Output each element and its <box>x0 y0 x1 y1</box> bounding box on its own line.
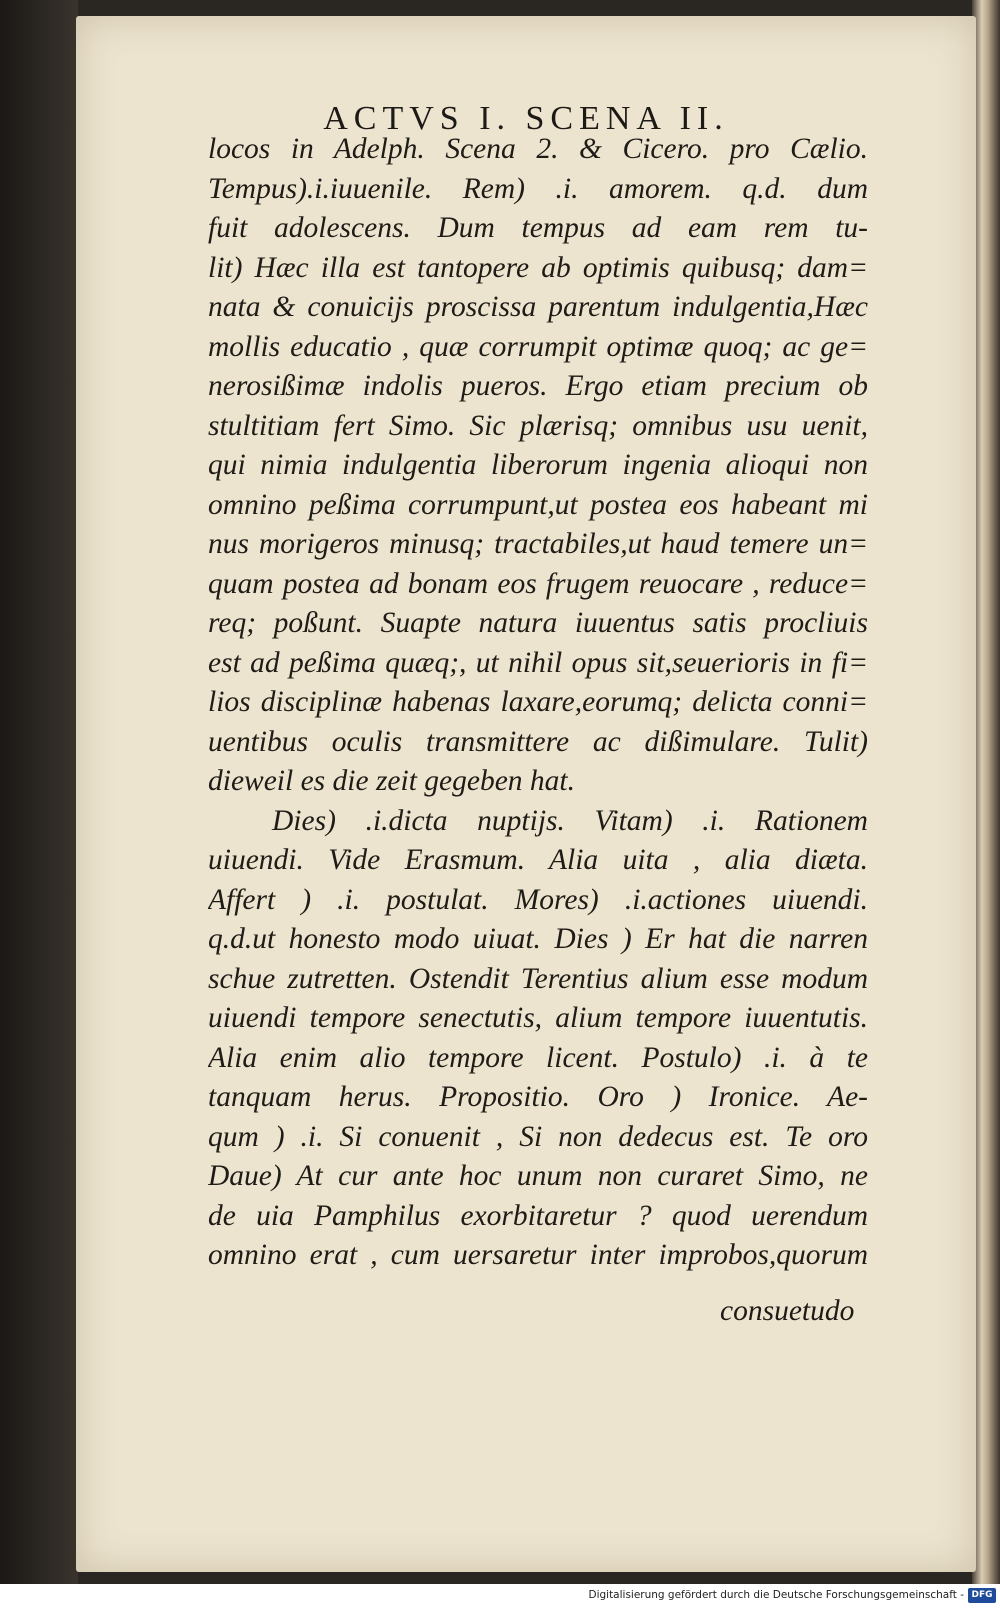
text-line: uiuendi. Vide Erasmum. Alia uita , alia diæta. <box>208 844 868 876</box>
book-gutter-shadow <box>0 0 78 1584</box>
text-line: dieweil es die zeit gegeben hat. <box>208 765 576 797</box>
text-line: q.d.ut honesto modo uiuat. Dies ) Er hat die narren <box>208 923 868 955</box>
funding-credit: Digitalisierung gefördert durch die Deutsche Forschungsgemeinschaft - <box>588 1589 964 1601</box>
text-line: Daue) At cur ante hoc unum non curaret Simo, ne <box>208 1160 868 1192</box>
text-line: req; poßunt. Suapte natura iuuentus satis procliuis <box>208 607 868 639</box>
text-line: de uia Pamphilus exorbitaretur ? quod uerendum <box>208 1199 868 1232</box>
catchword: consuetudo <box>720 1295 855 1327</box>
text-line: est ad peßima quæq;, ut nihil opus sit,seuerioris in fi= <box>208 646 868 679</box>
text-line: uiuendi tempore senectutis, alium tempore iuuentutis. <box>208 1002 868 1034</box>
text-line: tanquam herus. Propositio. Oro ) Ironice. Ae- <box>208 1081 868 1113</box>
dfg-logo: DFG <box>968 1588 996 1603</box>
text-line: Dies) .i.dicta nuptijs. Vitam) .i. Rationem <box>272 804 868 837</box>
text-line: quam postea ad bonam eos frugem reuocare , reduce= <box>208 567 868 600</box>
text-line: lios disciplinæ habenas laxare,eorumq; delicta conni= <box>208 686 868 718</box>
running-header: ACTVS I. SCENA II. <box>323 100 729 137</box>
footer-bar <box>0 1584 1000 1608</box>
text-line: Alia enim alio tempore licent. Postulo) .i. à te <box>208 1041 868 1074</box>
text-line: nus morigeros minusq; tractabiles,ut haud temere un= <box>208 528 868 560</box>
text-line: qui nimia indulgentia liberorum ingenia alioqui non <box>208 449 868 481</box>
text-line: schue zutretten. Ostendit Terentius alium esse modum <box>208 962 868 995</box>
text-line: mollis educatio , quæ corrumpit optimæ quoq; ac ge= <box>208 330 868 363</box>
text-line: nata & conuicijs proscissa parentum indulgentia,Hæc <box>208 291 868 323</box>
text-line: stultitiam fert Simo. Sic plærisq; omnibus usu uenit, <box>208 409 868 442</box>
text-line: fuit adolescens. Dum tempus ad eam rem tu- <box>208 212 868 244</box>
text-line: omnino peßima corrumpunt,ut postea eos habeant mi <box>208 488 868 521</box>
text-line: uentibus oculis transmittere ac dißimulare. Tulit) <box>208 725 868 758</box>
book-edge <box>972 0 1000 1584</box>
body-text <box>208 130 868 1276</box>
text-line: Affert ) .i. postulat. Mores) .i.actiones uiuendi. <box>208 883 868 916</box>
text-line: nerosißimæ indolis pueros. Ergo etiam precium ob <box>208 370 868 402</box>
text-line: Tempus).i.iuuenile. Rem) .i. amorem. q.d. dum <box>208 172 868 205</box>
text-line: locos in Adelph. Scena 2. & Cicero. pro Cælio. <box>208 133 868 165</box>
text-line: omnino erat , cum uersaretur inter improbos,quorum <box>208 1239 868 1271</box>
text-line: qum ) .i. Si conuenit , Si non dedecus est. Te oro <box>208 1120 868 1153</box>
text-line: lit) Hæc illa est tantopere ab optimis quibusq; dam= <box>208 251 868 284</box>
